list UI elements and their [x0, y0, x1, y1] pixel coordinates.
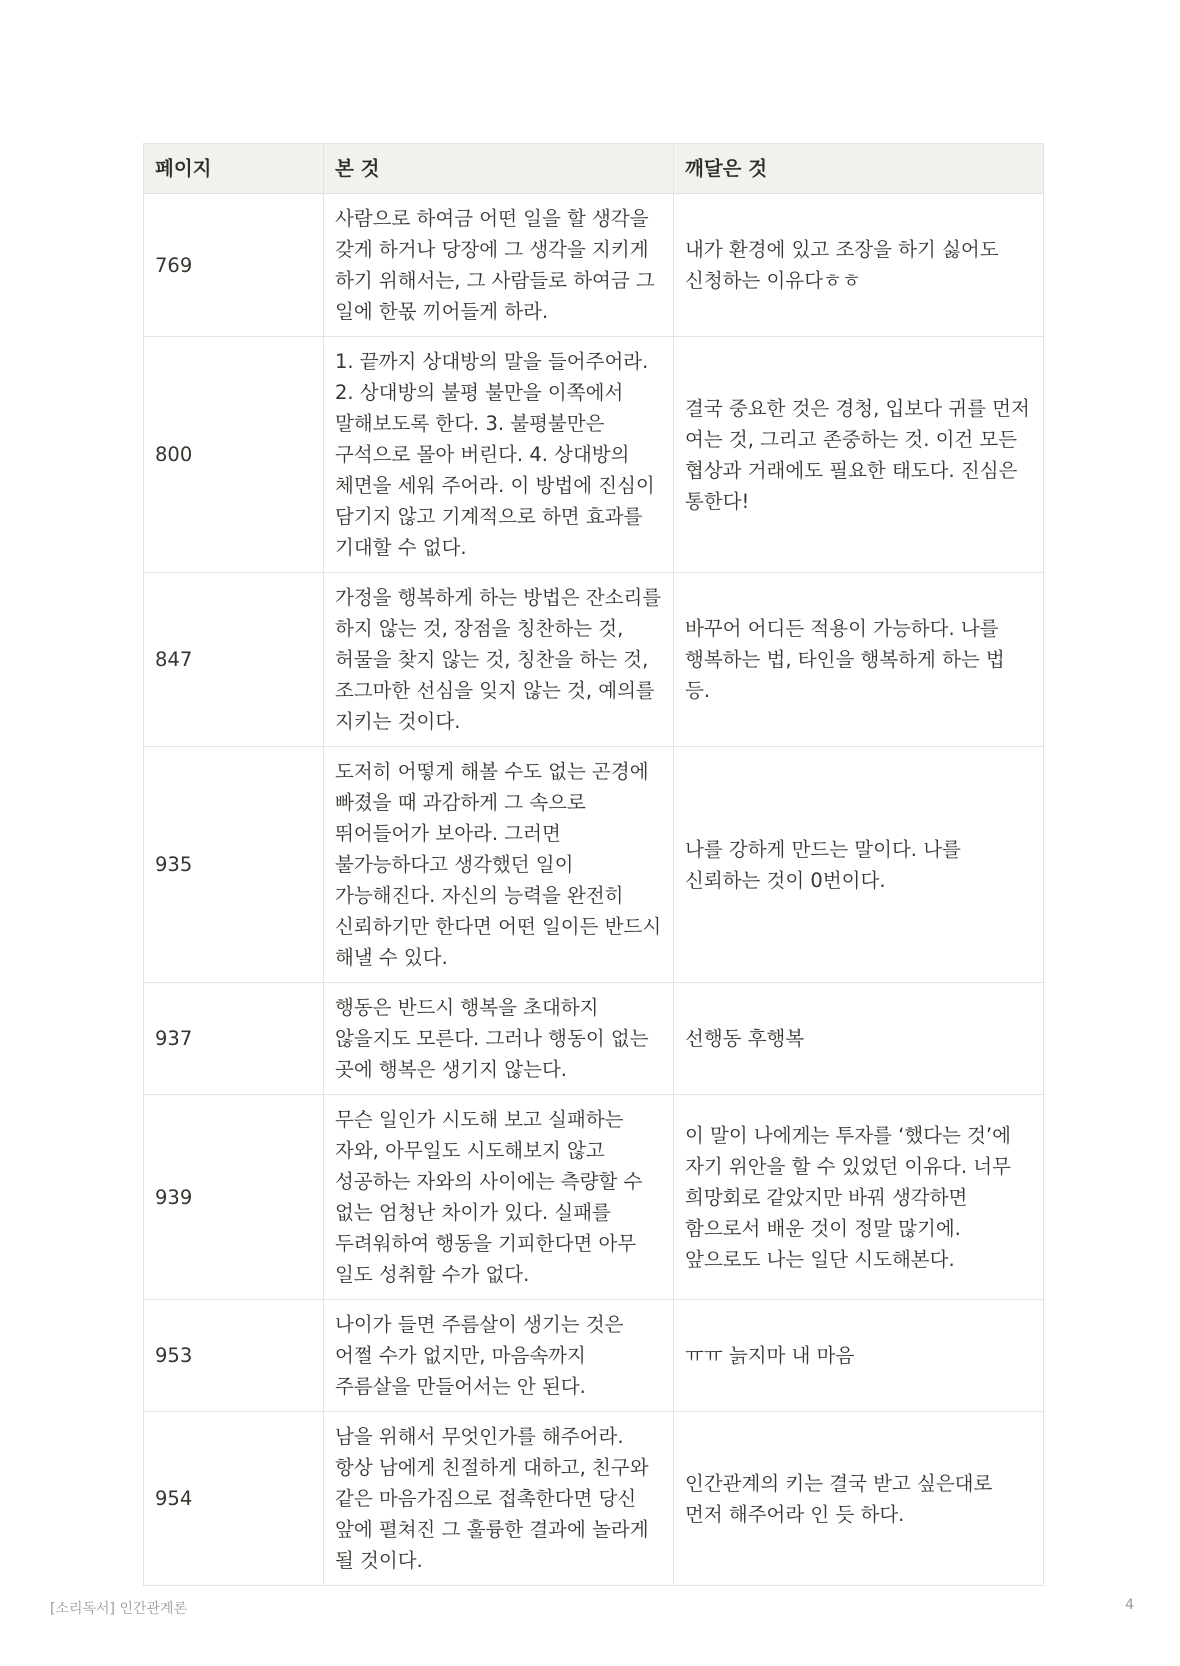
cell-seen: 가정을 행복하게 하는 방법은 잔소리를 하지 않는 것, 장점을 칭찬하는 것, 허물을 찾지 않는 것, 칭찬을 하는 것, 조그마한 선심을 잊지 않는 것, 예의를 지키는 것이다. — [324, 573, 674, 747]
table-row — [144, 983, 1044, 1095]
cell-realized: 인간관계의 키는 결국 받고 싶은대로 먼저 해주어라 인 듯 하다. — [674, 1412, 1044, 1586]
cell-realized: 내가 환경에 있고 조장을 하기 싫어도 신청하는 이유다ㅎㅎ — [674, 194, 1044, 337]
table-row — [144, 747, 1044, 983]
table-row — [144, 1412, 1044, 1586]
reading-notes-table — [143, 143, 1044, 1586]
cell-seen: 행동은 반드시 행복을 초대하지 않을지도 모른다. 그러나 행동이 없는 곳에 행복은 생기지 않는다. — [324, 983, 674, 1095]
cell-page: 954 — [144, 1412, 324, 1586]
table-row — [144, 573, 1044, 747]
table-header-row — [144, 144, 1044, 194]
cell-page: 769 — [144, 194, 324, 337]
cell-realized: 선행동 후행복 — [674, 983, 1044, 1095]
cell-realized: 바꾸어 어디든 적용이 가능하다. 나를 행복하는 법, 타인을 행복하게 하는 법 등. — [674, 573, 1044, 747]
header-page: 페이지 — [144, 144, 324, 194]
cell-page: 935 — [144, 747, 324, 983]
cell-realized: 나를 강하게 만드는 말이다. 나를 신뢰하는 것이 0번이다. — [674, 747, 1044, 983]
cell-realized: ㅠㅠ 늙지마 내 마음 — [674, 1300, 1044, 1412]
cell-page: 847 — [144, 573, 324, 747]
header-realized: 깨달은 것 — [674, 144, 1044, 194]
footer-document-title: [소리독서] 인간관계론 — [50, 1601, 188, 1617]
cell-seen: 무슨 일인가 시도해 보고 실패하는 자와, 아무일도 시도해보지 않고 성공하는 자와의 사이에는 측량할 수 없는 엄청난 차이가 있다. 실패를 두려워하여 행동을 기피한다면 아무 일도 성취할 수가 없다. — [324, 1095, 674, 1300]
cell-seen: 나이가 들면 주름살이 생기는 것은 어쩔 수가 없지만, 마음속까지 주름살을 만들어서는 안 된다. — [324, 1300, 674, 1412]
table-row — [144, 1095, 1044, 1300]
cell-page: 953 — [144, 1300, 324, 1412]
footer-page-number: 4 — [1125, 1597, 1134, 1613]
cell-seen: 도저히 어떻게 해볼 수도 없는 곤경에 빠졌을 때 과감하게 그 속으로 뛰어들어가 보아라. 그러면 불가능하다고 생각했던 일이 가능해진다. 자신의 능력을 완전히 신뢰하기만 한다면 어떤 일이든 반드시 해낼 수 있다. — [324, 747, 674, 983]
cell-seen: 사람으로 하여금 어떤 일을 할 생각을 갖게 하거나 당장에 그 생각을 지키게 하기 위해서는, 그 사람들로 하여금 그 일에 한몫 끼어들게 하라. — [324, 194, 674, 337]
cell-seen: 남을 위해서 무엇인가를 해주어라. 항상 남에게 친절하게 대하고, 친구와 같은 마음가짐으로 접촉한다면 당신 앞에 펼쳐진 그 훌륭한 결과에 놀라게 될 것이다. — [324, 1412, 674, 1586]
table-row — [144, 1300, 1044, 1412]
cell-page: 939 — [144, 1095, 324, 1300]
cell-realized: 결국 중요한 것은 경청, 입보다 귀를 먼저 여는 것, 그리고 존중하는 것. 이건 모든 협상과 거래에도 필요한 태도다. 진심은 통한다! — [674, 337, 1044, 573]
table-row — [144, 194, 1044, 337]
cell-page: 937 — [144, 983, 324, 1095]
cell-realized: 이 말이 나에게는 투자를 ‘했다는 것’에 자기 위안을 할 수 있었던 이유다. 너무 희망회로 같았지만 바꿔 생각하면 함으로서 배운 것이 정말 많기에. 앞으로도 나는 일단 시도해본다. — [674, 1095, 1044, 1300]
cell-page: 800 — [144, 337, 324, 573]
header-seen: 본 것 — [324, 144, 674, 194]
cell-seen: 1. 끝까지 상대방의 말을 들어주어라. 2. 상대방의 불평 불만을 이쪽에서 말해보도록 한다. 3. 불평불만은 구석으로 몰아 버린다. 4. 상대방의 체면을 세워 주어라. 이 방법에 진심이 담기지 않고 기계적으로 하면 효과를 기대할 수 없다. — [324, 337, 674, 573]
table-row — [144, 337, 1044, 573]
